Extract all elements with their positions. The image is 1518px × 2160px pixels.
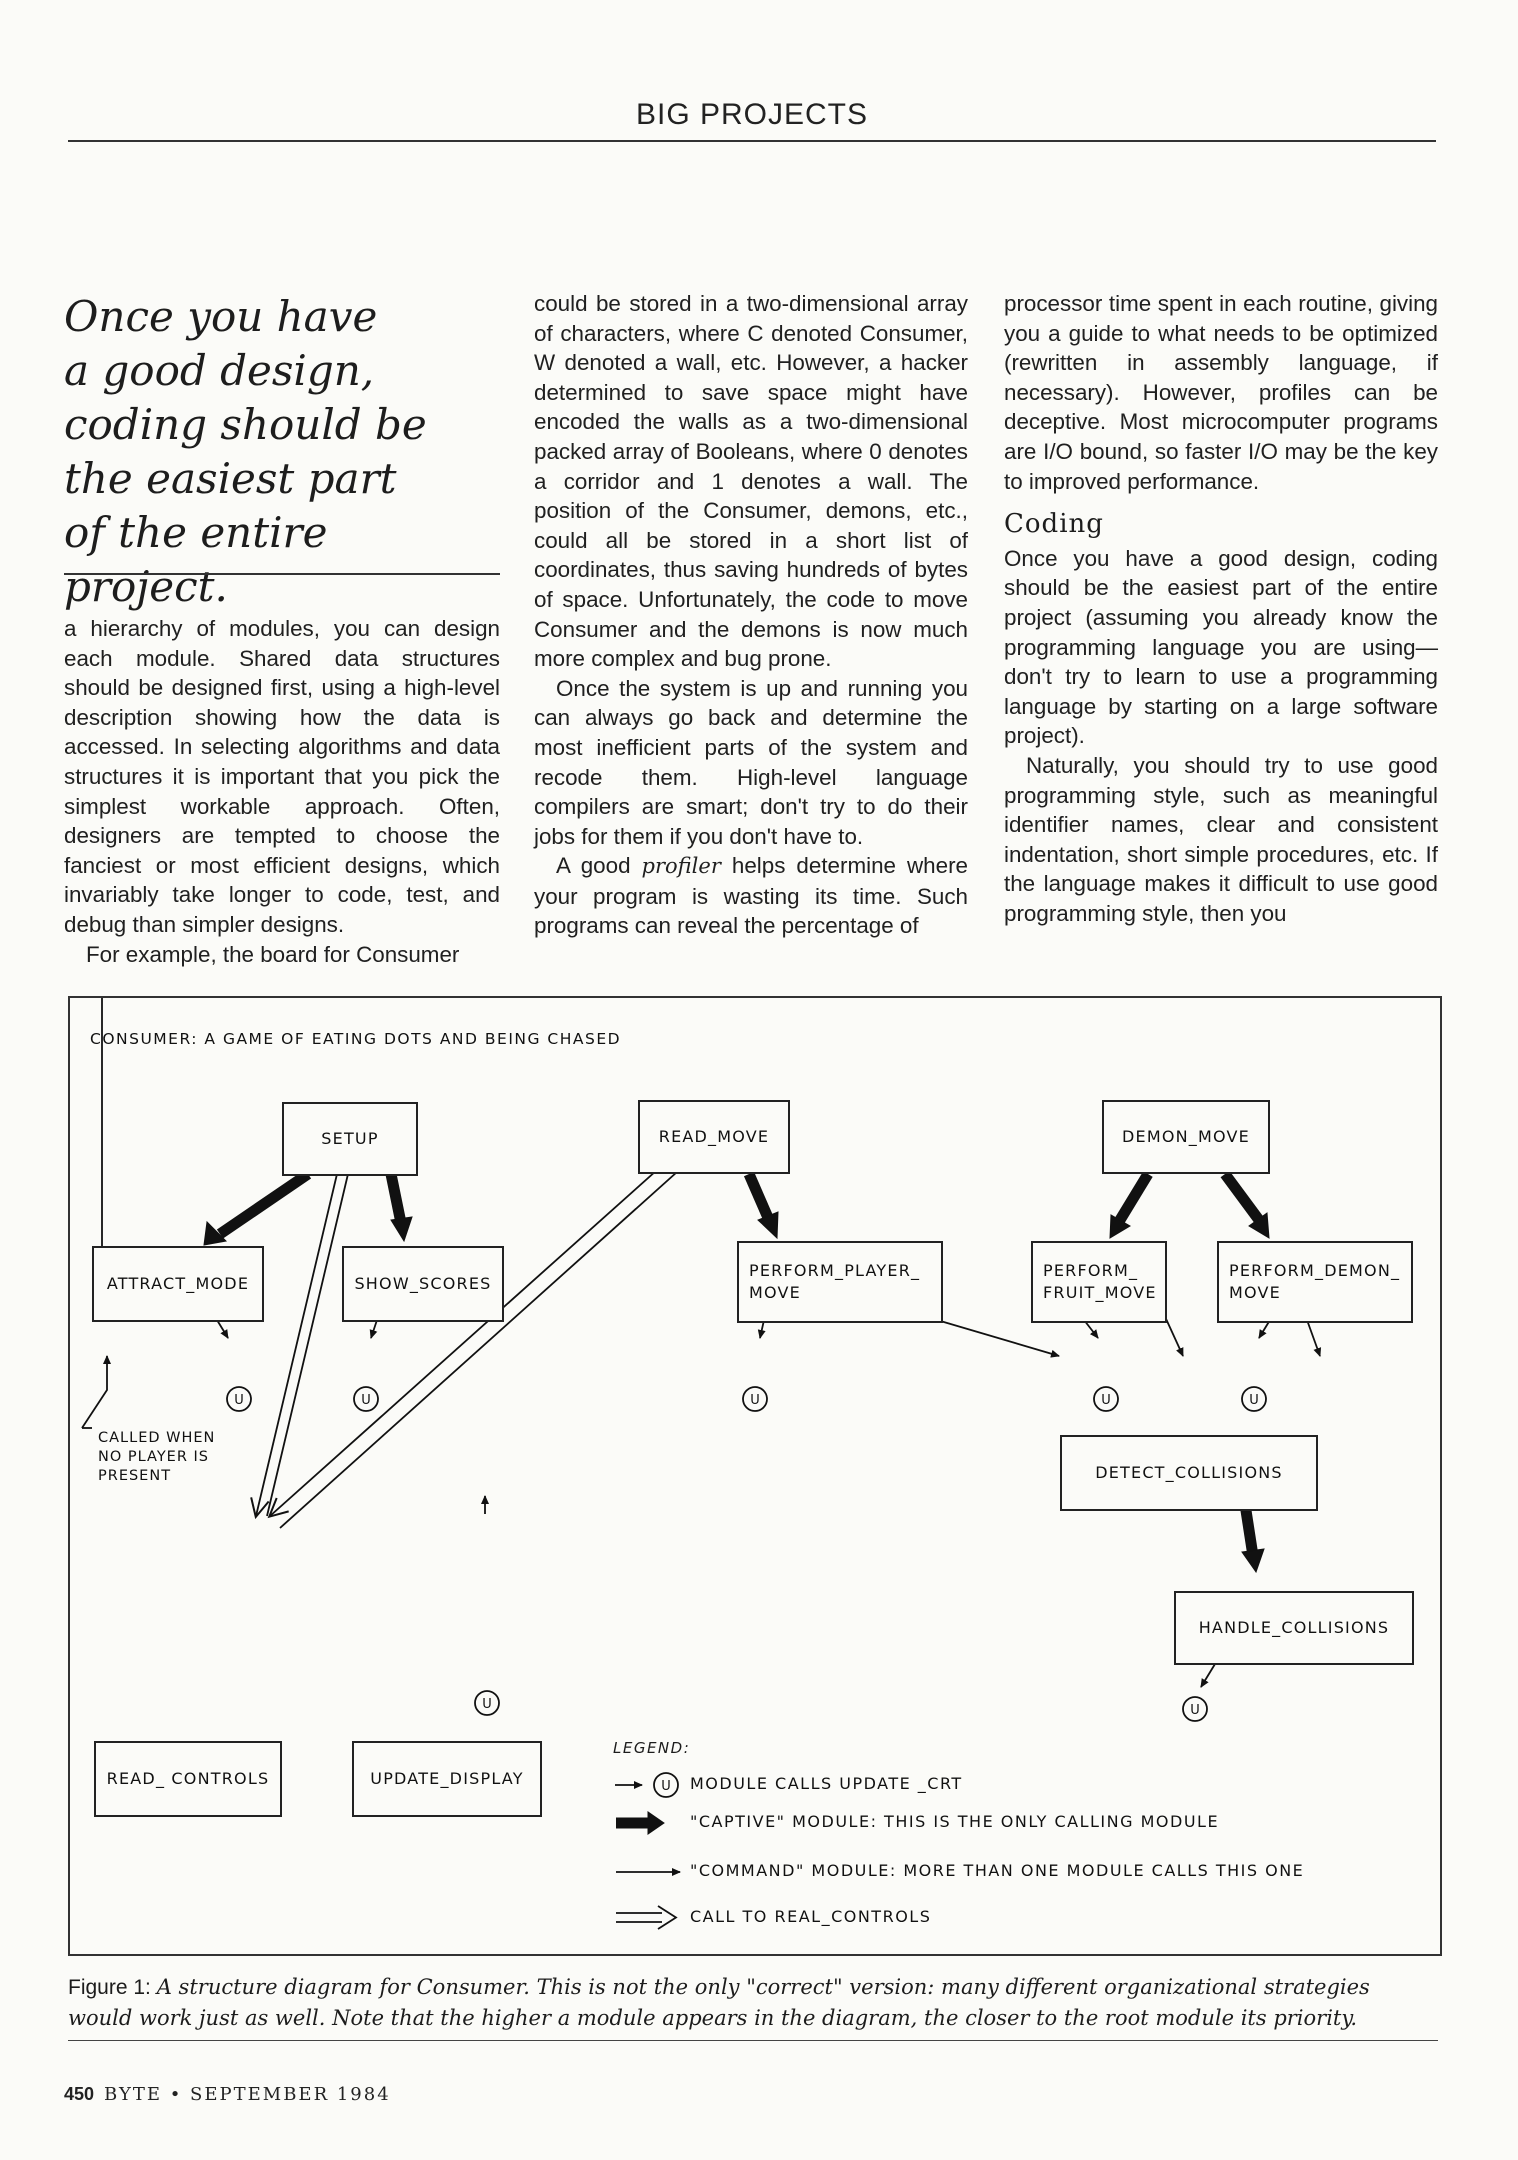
- module-handle-collisions: HANDLE_COLLISIONS: [1174, 1591, 1414, 1665]
- legend-item-captive: "CAPTIVE" MODULE: THIS IS THE ONLY CALLING MODULE: [690, 1812, 1220, 1831]
- u-label: U: [1101, 1393, 1111, 1408]
- module-read-move: READ_MOVE: [638, 1100, 790, 1174]
- column-3: [1004, 289, 1438, 928]
- col2-paragraph-3: [534, 851, 968, 941]
- module-detect-collisions: DETECT_COLLISIONS: [1060, 1435, 1318, 1511]
- col1-paragraph-1: a hierarchy of modules, you can design each module. Shared data structures should be designed first, using a high-level description showing how the data is accessed. In selecting algorithms and data structures it is important that you pick the simplest workable approach. Often, designers are tempted to choose the fanciest or most efficient designs, which invariably take longer to code, test, and debug than simpler designs.: [64, 616, 500, 937]
- caption-label: Figure 1:: [68, 1976, 157, 1999]
- pull-quote-rule: [64, 573, 500, 575]
- term-profiler: profiler: [641, 854, 721, 879]
- u-label: U: [482, 1697, 492, 1712]
- module-demon-move: DEMON_MOVE: [1102, 1100, 1270, 1174]
- publication-line: BYTE • SEPTEMBER 1984: [104, 2084, 391, 2105]
- col3-paragraph-1: processor time spent in each routine, giving you a guide to what needs to be optimized (rewritten in assembly language, if necessary). However, profiles can be deceptive. Most microcomputer programs are I/O bound, so faster I/O may be the key to improved performance.: [1004, 291, 1438, 494]
- read-controls-calls: [256, 1162, 677, 1528]
- module-setup: SETUP: [282, 1102, 418, 1176]
- col3-paragraph-2: Once you have a good design, coding should be the easiest part of the entire project (assuming you already know the programming language you are using—don't try to learn to use a programming language by starting on a large software project).: [1004, 545, 1438, 749]
- module-perform-player-move: PERFORM_PLAYER_ MOVE: [737, 1241, 943, 1323]
- figure-caption: [68, 1972, 1438, 2033]
- legend-symbols: [615, 1785, 680, 1929]
- running-head: BIG PROJECTS: [635, 98, 869, 131]
- u-label: U: [234, 1393, 244, 1408]
- note-called-when-no-player: CALLED WHEN NO PLAYER IS PRESENT: [98, 1430, 216, 1484]
- caption-text: A structure diagram for Consumer. This is not the only "correct" version: many different organizational strategies would work just as well. Note that the higher a module appears in the diagram, the closer to the root module its priority.: [68, 1975, 1370, 2030]
- module-show-scores: SHOW_SCORES: [342, 1246, 504, 1322]
- u-label: U: [661, 1779, 671, 1794]
- col2-paragraph-2: Once the system is up and running you can always go back and determine the most inefficient parts of the system and recode them. High-level language compilers are smart; don't try to do their jobs for them if you don't have to.: [534, 675, 968, 849]
- structure-diagram-figure: [68, 996, 1442, 1956]
- note-pointer: [82, 1356, 107, 1428]
- captive-arrows: [204, 1174, 1269, 1572]
- legend-item-command: "COMMAND" MODULE: MORE THAN ONE MODULE CALLS THIS ONE: [690, 1861, 1305, 1880]
- pull-quote: Once you have a good design, coding should be the easiest part of the entire project.: [64, 292, 427, 611]
- module-perform-fruit-move: PERFORM_ FRUIT_MOVE: [1031, 1241, 1167, 1323]
- col3-paragraph-3: Naturally, you should try to use good programming style, such as meaningful identifier names, clear and consistent indentation, short simple procedures, etc. If the language makes it difficult to use good programming style, then you: [1004, 752, 1438, 926]
- legend-item-update-crt: MODULE CALLS UPDATE _CRT: [690, 1774, 963, 1793]
- caption-rule: [68, 2040, 1438, 2041]
- col2-p3-end: helps determine where your program is wasting its time. Such programs can reveal the percentage of: [534, 853, 968, 939]
- header-rule: [68, 140, 1436, 142]
- legend-item-read-controls: CALL TO REAL_CONTROLS: [690, 1907, 932, 1926]
- page-footer: [64, 2084, 391, 2105]
- column-1: [64, 614, 500, 969]
- module-update-display: UPDATE_DISPLAY: [352, 1741, 542, 1817]
- legend-title: LEGEND:: [613, 1739, 691, 1757]
- u-label: U: [1190, 1703, 1200, 1718]
- col1-paragraph-2: For example, the board for Consumer: [86, 941, 460, 967]
- page-number: 450: [64, 2084, 95, 2104]
- module-perform-demon-move: PERFORM_DEMON_ MOVE: [1217, 1241, 1413, 1323]
- figure-title: CONSUMER: A GAME OF EATING DOTS AND BEING CHASED: [90, 1030, 622, 1048]
- column-2: [534, 289, 968, 941]
- module-attract-mode: ATTRACT_MODE: [92, 1246, 264, 1322]
- module-read-controls: READ_ CONTROLS: [94, 1741, 282, 1817]
- col2-paragraph-1: could be stored in a two-dimensional array of characters, where C denoted Consumer, W denoted a wall, etc. However, a hacker determined to save space might have encoded the walls as a two-dimensional packed array of Booleans, where 0 denotes a corridor and 1 denotes a wall. The position of the Consumer, demons, etc., could all be stored in a short list of coordinates, thus saving hundreds of bytes of space. Unfortunately, the code to move Consumer and the demons is now much more complex and bug prone.: [534, 291, 968, 672]
- u-label: U: [750, 1393, 760, 1408]
- col2-p3-start: A good: [556, 853, 642, 879]
- u-label: U: [361, 1393, 371, 1408]
- subhead-coding: Coding: [1004, 509, 1104, 540]
- u-label: U: [1249, 1393, 1259, 1408]
